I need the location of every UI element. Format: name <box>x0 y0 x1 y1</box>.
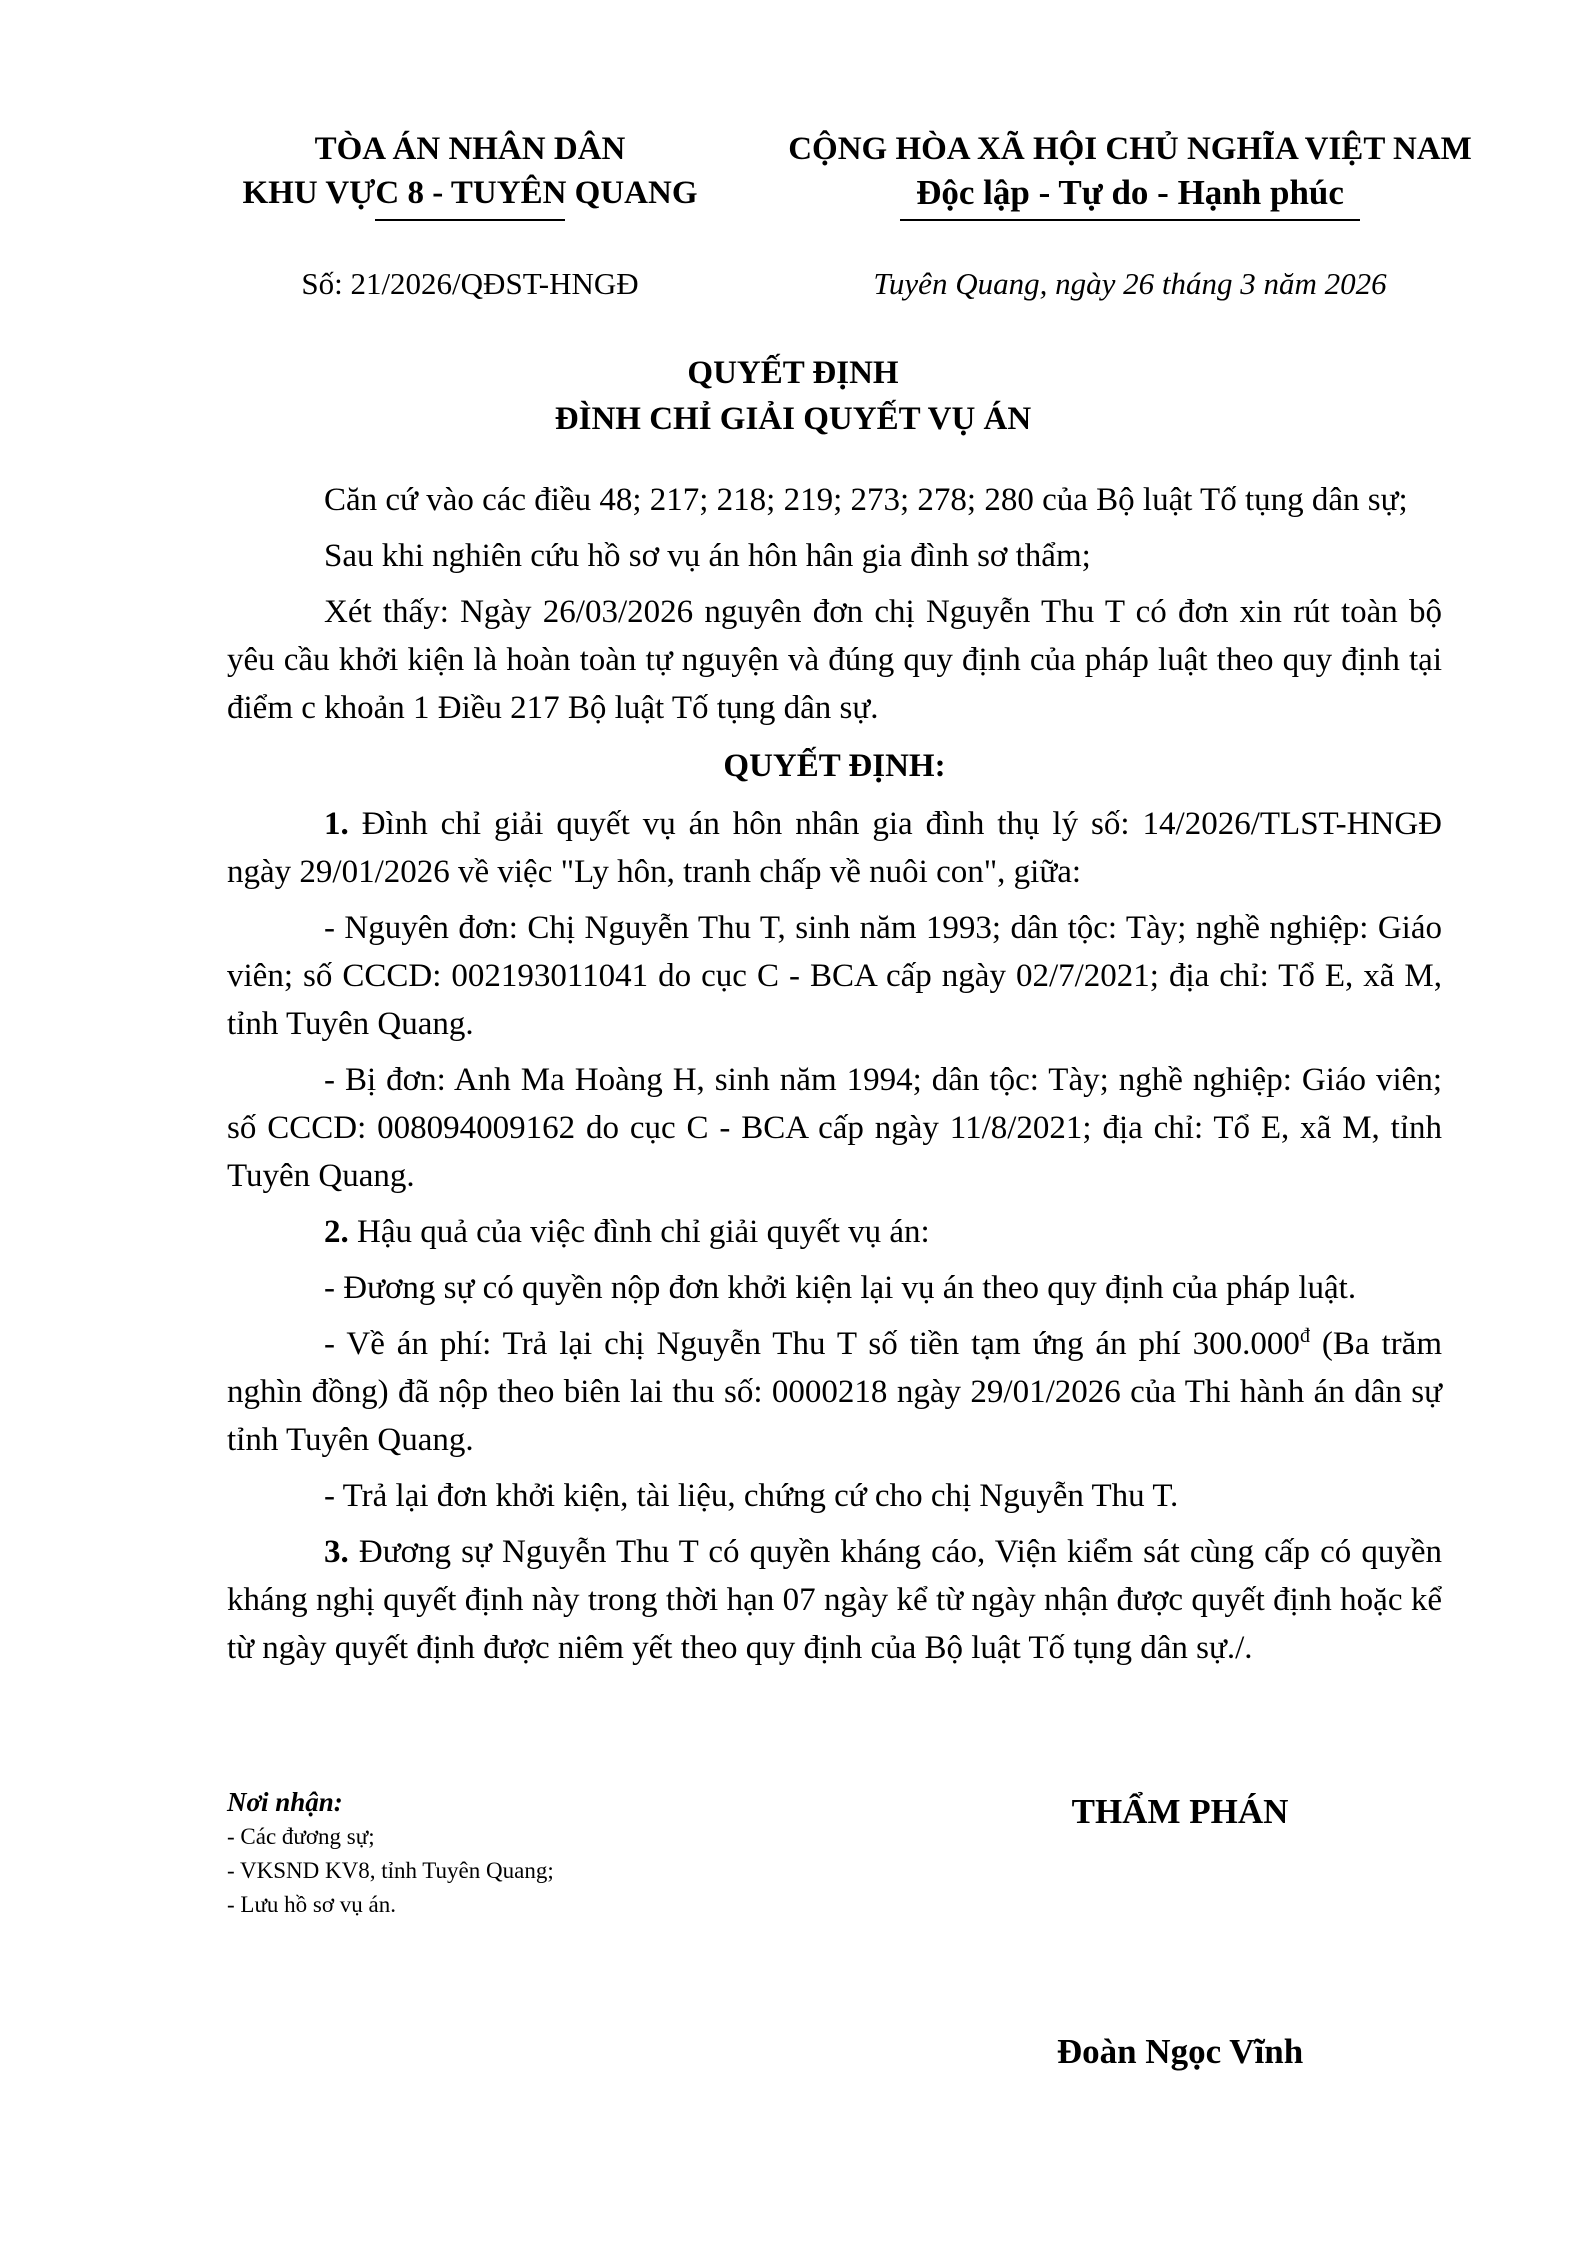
country-name: CỘNG HÒA XÃ HỘI CHỦ NGHĨA VIỆT NAM <box>788 131 1472 167</box>
title-line-2: ĐÌNH CHỈ GIẢI QUYẾT VỤ ÁN <box>554 401 1032 437</box>
plaintiff-info: - Nguyên đơn: Chị Nguyễn Thu T, sinh năm 1993; dân tộc: Tày; nghề nghiệp: Giáo viên; số CCCD: 002193011041 do cục C - BCA cấp ngày 02/7/2021; địa chỉ: Tổ E, xã M, tỉnh Tuyên Quang. <box>227 910 1442 1042</box>
signature-role: THẨM PHÁN <box>1071 1792 1289 1831</box>
recipients-title: Nơi nhận: <box>227 1787 343 1817</box>
signature-name: Đoàn Ngọc Vĩnh <box>1056 2032 1304 2071</box>
item-3-number: 3. <box>324 1534 349 1570</box>
consequence-court-fee <box>227 1320 1442 1464</box>
court-region: KHU VỰC 8 - TUYÊN QUANG <box>242 175 698 211</box>
court-header <box>210 127 730 221</box>
item-1-number: 1. <box>324 806 349 842</box>
national-motto-underline <box>900 219 1360 221</box>
item-2-number: 2. <box>324 1214 349 1250</box>
recipient-item: - VKSND KV8, tỉnh Tuyên Quang; <box>227 1858 554 1883</box>
document-number: Số: 21/2026/QĐST-HNGĐ <box>301 266 639 301</box>
national-motto: Độc lập - Tự do - Hạnh phúc <box>916 173 1344 212</box>
place-date: Tuyên Quang, ngày 26 tháng 3 năm 2026 <box>873 266 1387 301</box>
recipient-item: - Lưu hồ sơ vụ án. <box>227 1892 396 1917</box>
preamble-consideration: Xét thấy: Ngày 26/03/2026 nguyên đơn chị Nguyễn Thu T có đơn xin rút toàn bộ yêu cầu khởi kiện là hoàn toàn tự nguyện và đúng quy định của pháp luật theo quy định tại điểm c khoản 1 Điều 217 Bộ luật Tố tụng dân sự. <box>227 594 1442 726</box>
consequence-refile: - Đương sự có quyền nộp đơn khởi kiện lại vụ án theo quy định của pháp luật. <box>324 1270 1357 1306</box>
item-3-text: Đương sự Nguyễn Thu T có quyền kháng cáo, Viện kiểm sát cùng cấp có quyền kháng nghị quyết định này trong thời hạn 07 ngày kể từ ngày nhận được quyết định hoặc kể từ ngày quyết định được niêm yết theo quy định của Bộ luật Tố tụng dân sự./. <box>227 1534 1442 1666</box>
preamble-review: Sau khi nghiên cứu hồ sơ vụ án hôn hân gia đình sơ thẩm; <box>324 538 1091 574</box>
title-line-1: QUYẾT ĐỊNH <box>687 355 899 391</box>
national-header <box>740 127 1520 221</box>
document-body <box>227 476 1442 1680</box>
court-header-underline <box>375 219 565 221</box>
currency-symbol: đ <box>1299 1325 1310 1347</box>
recipient-item: - Các đương sự; <box>227 1824 375 1849</box>
defendant-info: - Bị đơn: Anh Ma Hoàng H, sinh năm 1994; dân tộc: Tày; nghề nghiệp: Giáo viên; số CCCD: 008094009162 do cục C - BCA cấp ngày 11/8/2021; địa chỉ: Tổ E, xã M, tỉnh Tuyên Quang. <box>227 1062 1442 1194</box>
court-name: TÒA ÁN NHÂN DÂN <box>314 131 626 167</box>
decision-item-3 <box>227 1528 1442 1672</box>
court-fee-text-post: (Ba trăm nghìn đồng) đã nộp theo biên lai thu số: 0000218 ngày 29/01/2026 của Thi hành án dân sự tỉnh Tuyên Quang. <box>227 1326 1442 1458</box>
decision-item-1 <box>227 800 1442 896</box>
preamble-legal-basis: Căn cứ vào các điều 48; 217; 218; 219; 273; 278; 280 của Bộ luật Tố tụng dân sự; <box>324 482 1408 518</box>
item-1-text: Đình chỉ giải quyết vụ án hôn nhân gia đình thụ lý số: 14/2026/TLST-HNGĐ ngày 29/01/2026 về việc "Ly hôn, tranh chấp về nuôi con", giữa: <box>227 806 1442 890</box>
decision-heading: QUYẾT ĐỊNH: <box>723 748 946 784</box>
recipients-block <box>227 1784 827 1922</box>
consequence-return-documents: - Trả lại đơn khởi kiện, tài liệu, chứng cứ cho chị Nguyễn Thu T. <box>324 1478 1179 1514</box>
document-title <box>0 350 1586 442</box>
court-fee-text-pre: - Về án phí: Trả lại chị Nguyễn Thu T số tiền tạm ứng án phí 300.000 <box>324 1326 1300 1362</box>
item-2-text: Hậu quả của việc đình chỉ giải quyết vụ án: <box>348 1214 930 1250</box>
decision-item-2 <box>227 1208 1442 1256</box>
